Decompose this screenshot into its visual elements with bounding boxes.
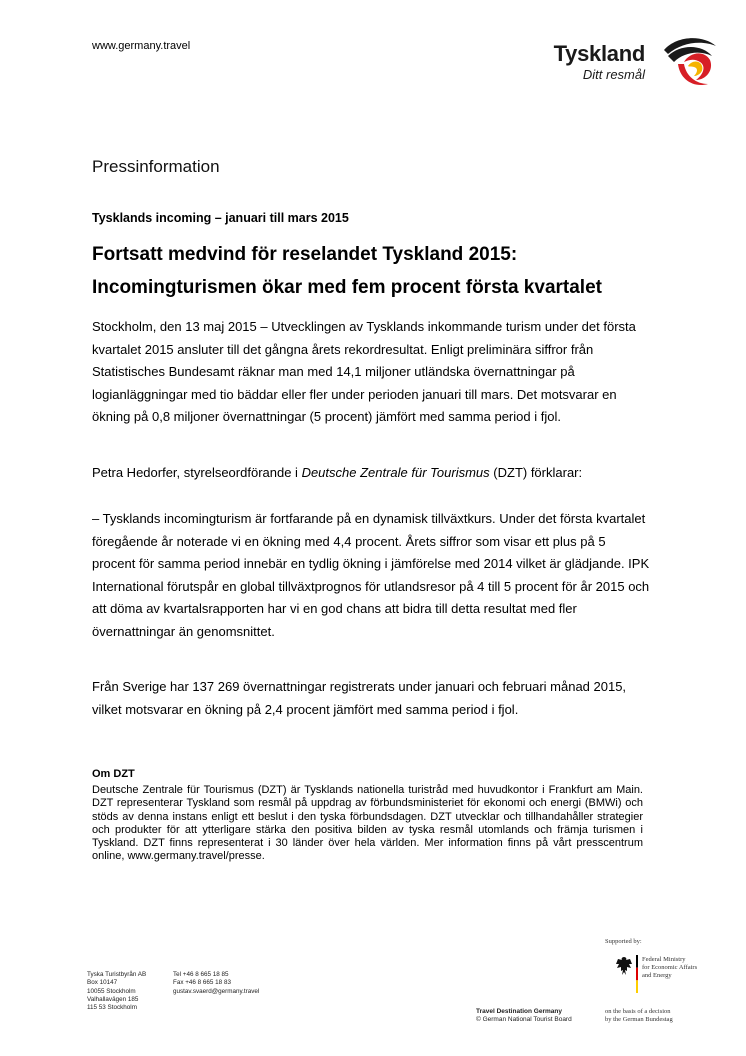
paragraph-sweden: Från Sverige har 137 269 övernattningar registrerats under januari och februari månad 2015, vilket motsvarar en ökning på 2,4 procent jämfört med samma period i fjol. xyxy=(92,679,627,717)
ministry-line: Federal Ministry xyxy=(642,956,686,963)
tdg-title: Travel Destination Germany xyxy=(476,1008,562,1015)
supported-by-label: Supported by: xyxy=(605,938,642,945)
address-line: Valhallavägen 185 xyxy=(87,995,139,1003)
logo-title: Tyskland xyxy=(553,41,645,66)
address-line: Box 10147 xyxy=(87,979,118,987)
basis-line: on the basis of a decision xyxy=(605,1008,671,1015)
tdg-subtitle: © German National Tourist Board xyxy=(476,1016,572,1023)
logo-swoosh-icon xyxy=(658,34,720,90)
ministry-line: and Energy xyxy=(642,972,672,979)
headline-line-2: Incomingturismen ökar med fem procent första kvartalet xyxy=(92,277,602,298)
about-body: Deutsche Zentrale für Tourismus (DZT) är Tysklands nationella turistråd med huvudkontor i Frankfurt am Main. DZT representerar Tyskland som resmål på uppdrag av förbundsministeriet för ekonomi och energi (BMWi) och stöds av denna instans enligt ett beslut i den tyska förbundsdagen. DZT utvecklar och tillhandahåller strategier och produkter för att ytterligare stärka den positiva bilden av tyska resmål utomlands och främja turismen i Tyskland. DZT finns representerat i 30 länder över hela världen. Mer information finns på vårt presscentrum online, www.germany.travel/presse. xyxy=(92,784,643,863)
address-line: Tyska Turistbyrån AB xyxy=(87,971,147,978)
quote-intro-text: Petra Hedorfer, styrelseordförande i xyxy=(92,465,302,480)
ministry-line: for Economic Affairs xyxy=(642,964,698,971)
kicker: Tysklands incoming – januari till mars 2015 xyxy=(92,211,349,225)
contact-email: gustav.svaerd@germany.travel xyxy=(173,987,260,995)
ministry-name xyxy=(642,956,697,980)
section-label: Pressinformation xyxy=(92,157,220,176)
basis-line: by the German Bundestag xyxy=(605,1016,673,1023)
quote-intro-end: (DZT) förklarar: xyxy=(489,465,583,480)
address-line: 10055 Stockholm xyxy=(87,987,136,995)
footer-address xyxy=(87,971,146,1012)
tyskland-logo xyxy=(540,34,720,90)
organization-name: Deutsche Zentrale für Tourismus xyxy=(301,465,490,480)
contact-phone: Tel +46 8 665 18 85 xyxy=(173,971,229,978)
contact-fax: Fax +46 8 665 18 83 xyxy=(173,979,231,987)
website-url: www.germany.travel xyxy=(92,40,191,52)
paragraph-quote-intro xyxy=(92,462,652,485)
address-line: 115 53 Stockholm xyxy=(87,1004,137,1012)
headline xyxy=(92,238,692,304)
headline-line-1: Fortsatt medvind för reselandet Tyskland 2015: xyxy=(92,244,518,265)
paragraph-quote: – Tysklands incomingturism är fortfarande på en dynamisk tillväxtkurs. Under det första kvartalet föregående år noterade vi en ökning med 4,4 procent. Årets siffror som visar ett plus på 5 procent för samma period innebär en tydlig ökning i jämförelse med 2014 vilket är glädjande. IPK International förutspår en global tillväxtprognos för utlandsresor på 4 till 5 procent för år 2015 och att döma av kvartalsrapporten har vi en god chans att bidra till detta resultat med fler övernattningar än genomsnittet. xyxy=(92,511,650,639)
german-flag-stripe-icon xyxy=(636,955,638,993)
federal-eagle-icon xyxy=(615,956,633,976)
tdg-credit xyxy=(476,1008,572,1024)
paragraph-intro: Stockholm, den 13 maj 2015 – Utvecklingen av Tysklands inkommande turism under det första kvartalet 2015 ansluter till det gångna årets rekordresultat. Enligt preliminära siffror från Statistisches Bundesamt räknar man med 14,1 miljoner utländska övernattningar på logianläggningar med tio bäddar eller fler under perioden januari till mars. Det motsvarar en ökning på 0,8 miljoner övernattningar (5 procent) jämfört med samma period i fjol. xyxy=(92,319,636,424)
footer-contact xyxy=(173,971,259,996)
bundestag-basis xyxy=(605,1008,673,1024)
logo-subtitle: Ditt resmål xyxy=(582,67,645,82)
about-heading: Om DZT xyxy=(92,768,135,780)
